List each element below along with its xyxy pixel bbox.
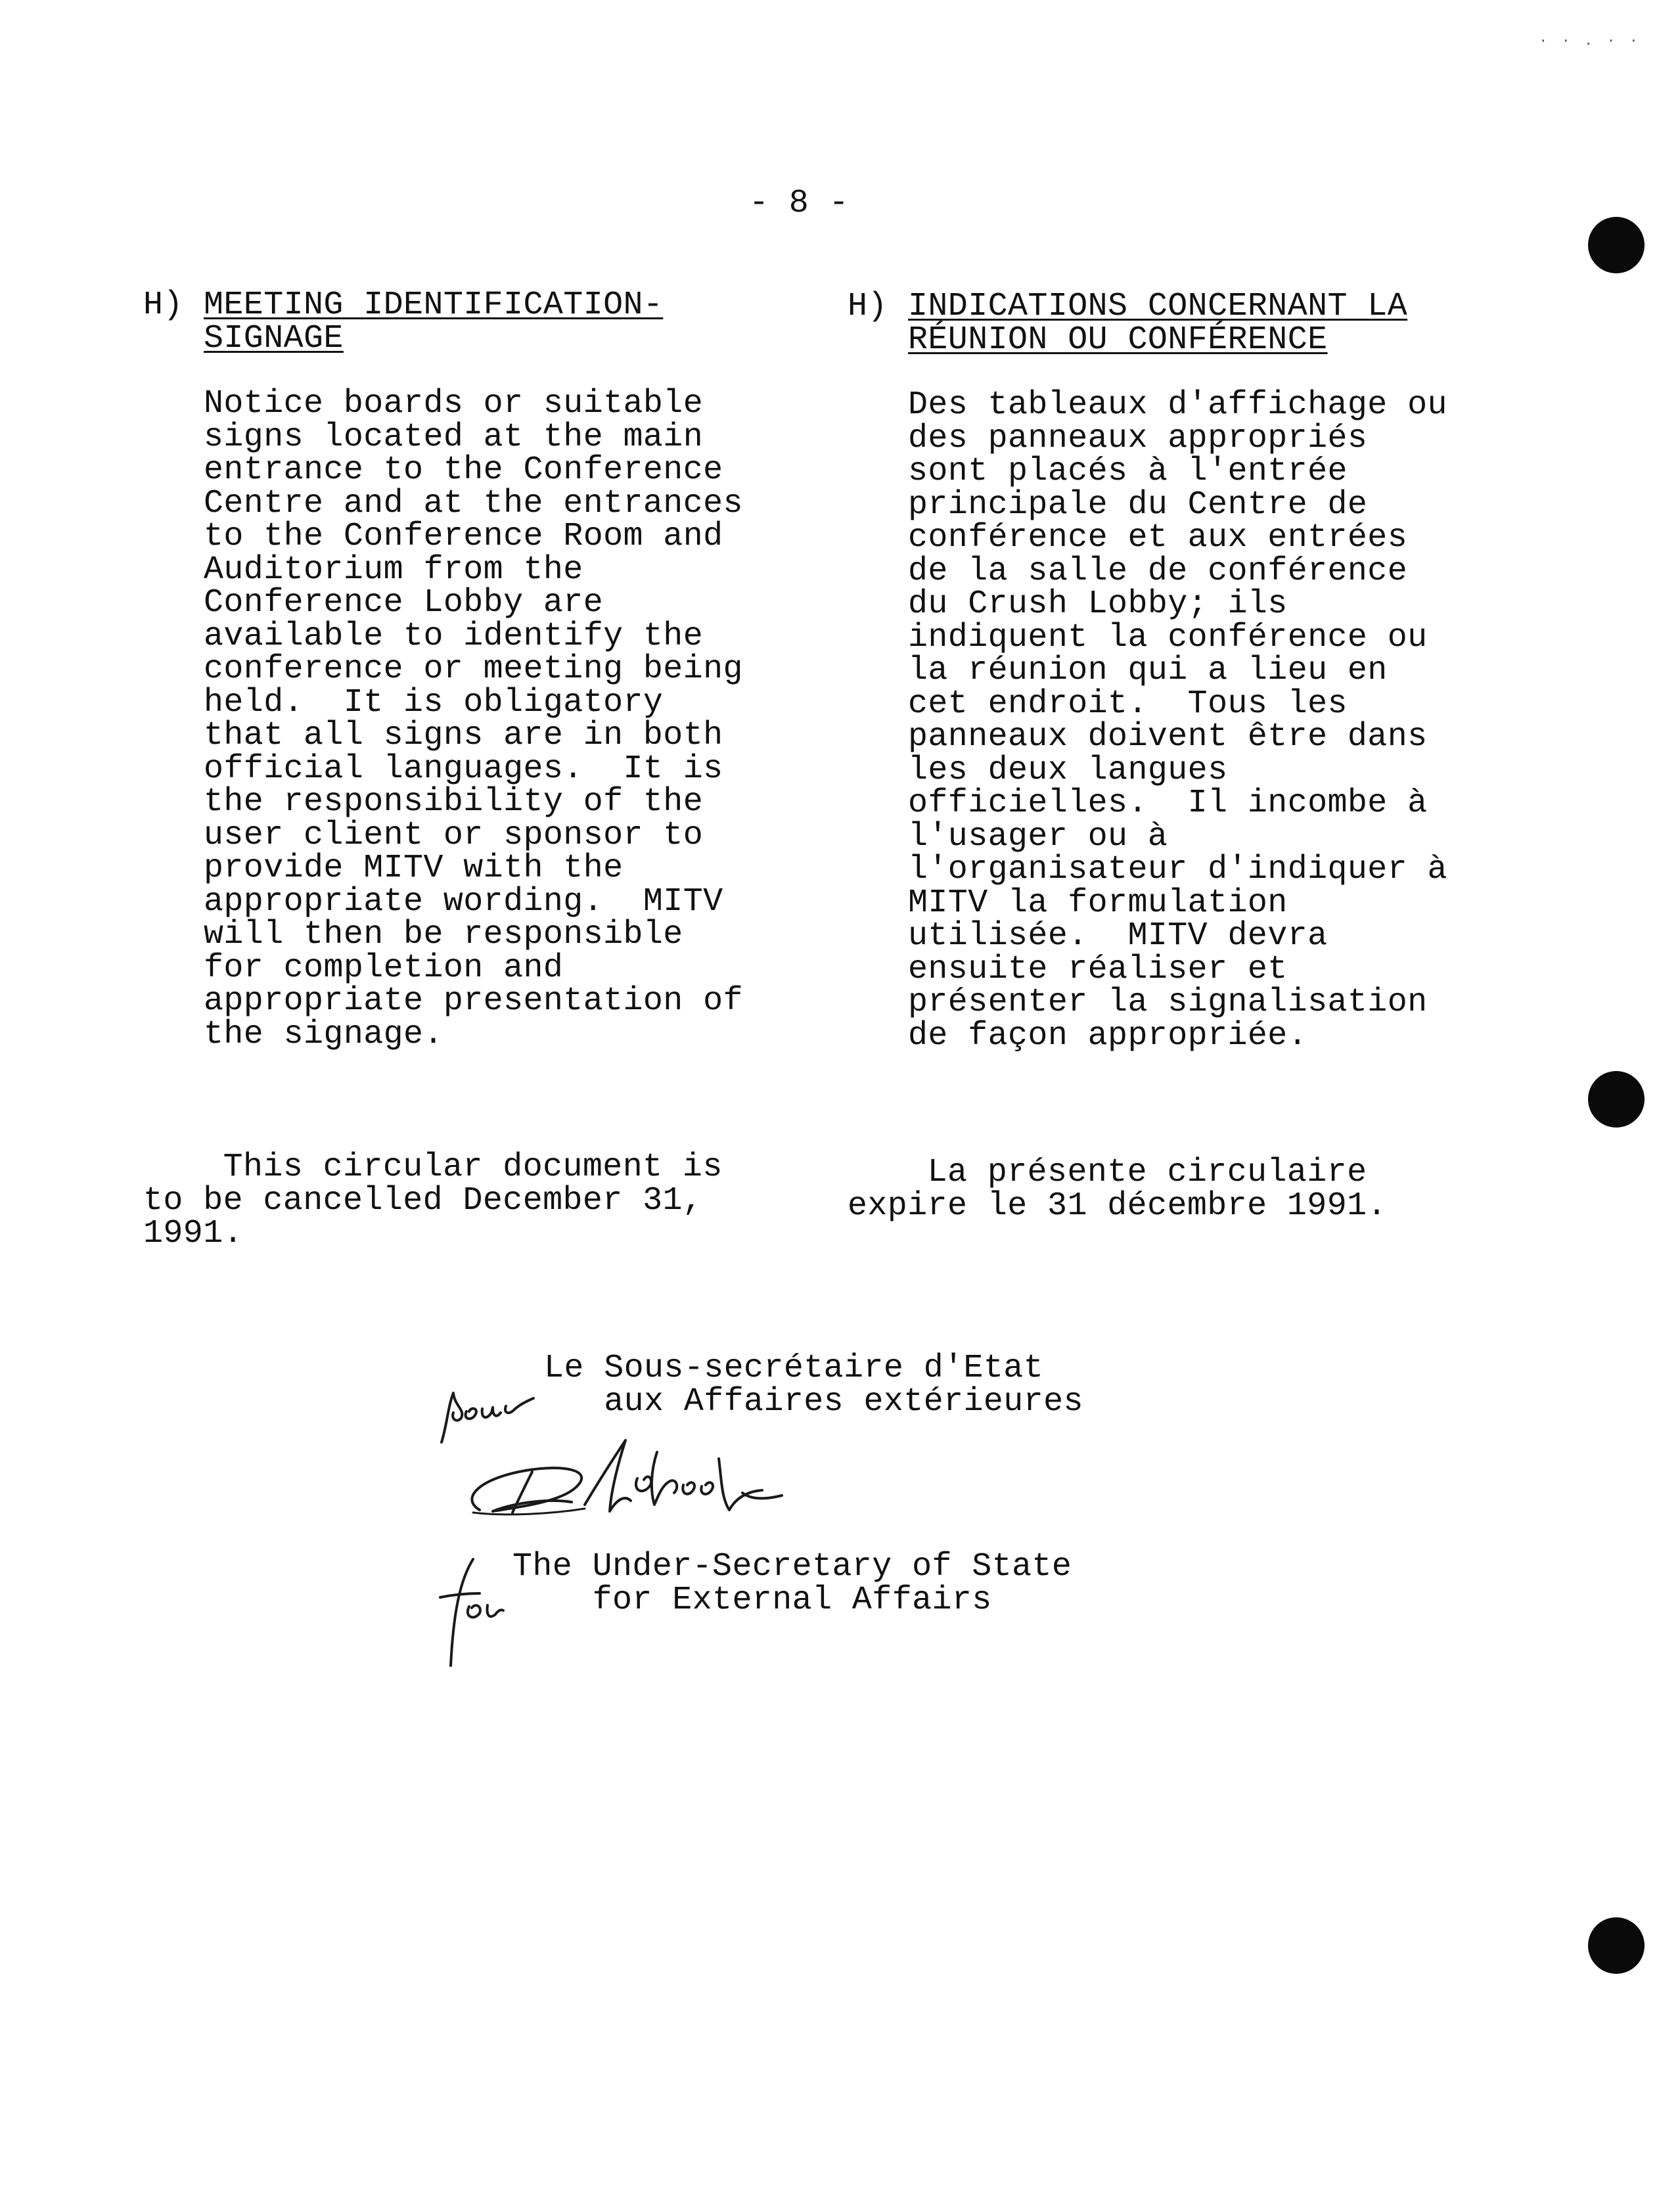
french-body-line: indiquent la conférence ou: [908, 618, 1428, 656]
french-signatory-line: Le Sous-secrétaire d'Etat: [544, 1350, 1044, 1387]
english-title-line-1: MEETING IDENTIFICATION-: [204, 286, 664, 324]
page-number: - 8 -: [749, 185, 850, 222]
english-signatory-title: [512, 1548, 1072, 1619]
english-title-line-2: SIGNAGE: [204, 319, 344, 357]
french-section-body: [908, 386, 1447, 1055]
english-body-line: entrance to the Conference: [204, 451, 723, 489]
english-body-line: that all signs are in both: [204, 717, 723, 754]
english-body-line: the responsibility of the: [204, 783, 704, 821]
french-body-line: utilisée. MITV devra: [908, 917, 1328, 955]
english-body-line: provide MITV with the: [204, 850, 624, 887]
punch-hole-middle: [1588, 1071, 1645, 1128]
french-signatory-title: [544, 1352, 1083, 1419]
french-signatory-line: aux Affaires extérieures: [544, 1382, 1083, 1421]
french-body-line: de façon appropriée.: [908, 1016, 1308, 1055]
english-body-line: user client or sponsor to: [204, 816, 704, 854]
french-expiry-notice: [848, 1156, 1387, 1223]
english-body-line: official languages. It is: [204, 750, 723, 788]
english-body-line: will then be responsible: [204, 916, 683, 953]
french-body-line: des panneaux appropriés: [908, 419, 1368, 457]
french-body-line: ensuite réaliser et: [908, 950, 1288, 988]
french-body-line: l'usager ou à: [908, 817, 1168, 855]
french-section-letter: H): [848, 288, 888, 325]
french-section-heading: [848, 290, 1407, 357]
french-expiry-line: expire le 31 décembre 1991.: [848, 1187, 1387, 1225]
french-body-line: les deux langues: [908, 751, 1228, 789]
english-body-line: held. It is obligatory: [204, 683, 664, 721]
french-body-line: conférence et aux entrées: [908, 519, 1408, 557]
french-body-line: panneaux doivent être dans: [908, 718, 1428, 756]
english-signatory-line: for External Affairs: [512, 1581, 992, 1619]
french-section-title: [908, 290, 1407, 357]
french-body-line: l'organisateur d'indiquer à: [908, 851, 1447, 888]
english-body-line: available to identify the: [204, 617, 704, 655]
english-body-line: Notice boards or suitable: [204, 385, 704, 422]
punch-hole-bottom: [1588, 1917, 1645, 1974]
french-body-line: cet endroit. Tous les: [908, 685, 1348, 723]
french-body-line: Des tableaux d'affichage ou: [908, 386, 1447, 424]
english-body-line: for completion and: [204, 949, 564, 987]
punch-hole-top: [1588, 217, 1645, 273]
french-body-line: la réunion qui a lieu en: [908, 652, 1388, 689]
french-expiry-line: La présente circulaire: [848, 1154, 1367, 1191]
english-body-line: appropriate presentation of: [204, 982, 743, 1020]
english-body-line: Auditorium from the: [204, 551, 583, 589]
english-body-line: to the Conference Room and: [204, 518, 723, 555]
english-body-line: Centre and at the entrances: [204, 484, 743, 522]
english-section-body: [204, 385, 743, 1053]
english-section-heading: [143, 286, 664, 357]
french-body-line: du Crush Lobby; ils: [908, 585, 1288, 623]
english-body-line: appropriate wording. MITV: [204, 882, 723, 921]
french-title-line-1: INDICATIONS CONCERNANT LA: [908, 288, 1408, 325]
french-body-line: présenter la signalisation: [908, 984, 1428, 1021]
english-expiry-line: to be cancelled December 31,: [143, 1181, 703, 1220]
english-expiry-notice: [143, 1151, 723, 1251]
english-expiry-line: This circular document is: [143, 1149, 723, 1186]
handwritten-signature: [453, 1432, 821, 1544]
corner-scan-mark: · · . · ·: [1539, 33, 1641, 49]
french-body-line: de la salle de conférence: [908, 552, 1408, 590]
french-title-line-2: RÉUNION OU CONFÉRENCE: [908, 321, 1328, 359]
french-body-line: MITV la formulation: [908, 884, 1288, 922]
french-body-line: officielles. Il incombe à: [908, 785, 1428, 822]
handwritten-for-mark: [434, 1554, 506, 1672]
english-signatory-line: The Under-Secretary of State: [512, 1548, 1072, 1585]
french-body-line: principale du Centre de: [908, 486, 1368, 524]
english-expiry-line: 1991.: [143, 1215, 244, 1252]
english-section-letter: H): [143, 286, 183, 324]
english-body-line: signs located at the main: [204, 418, 704, 456]
english-body-line: Conference Lobby are: [204, 584, 604, 622]
english-section-title: [204, 286, 664, 357]
english-body-line: the signage.: [204, 1015, 443, 1053]
french-body-line: sont placés à l'entrée: [908, 453, 1348, 490]
english-body-line: conference or meeting being: [204, 650, 743, 688]
